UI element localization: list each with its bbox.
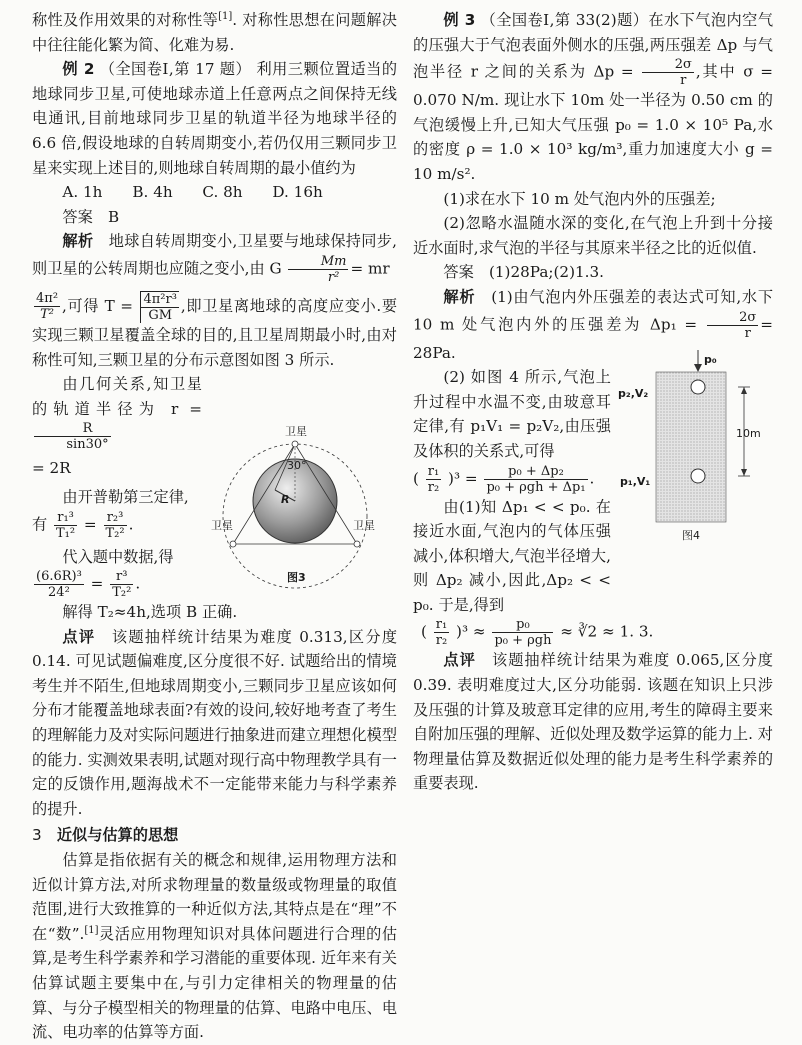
fig4-label-p0: p₀: [704, 353, 717, 366]
figure-3: [205, 418, 385, 608]
fig4-label-p1v1: p₁,V₁: [620, 475, 651, 488]
estimation-paragraph: 估算是指依据有关的概念和规律,运用物理方法和近似计算方法,对所求物理量的数量级或物理量的取值范围,进行大致推算的一种近似方法,其特点是在“理”不在“数”.[1]灵活应用物理知识对具体问题进行合理的估算,是考生科学素养和学习潜能的重要体现. 近年来有关估算试题主要集中在,与引力定律相关的物理量的估算、与分子模型相关的物理量的估算、电路中电压、电流、电功率的估算等方面.: [32, 851, 398, 1042]
section-3-heading: 3 近似与估算的思想: [32, 826, 179, 845]
approx-result: ( $\frac{\text{r₁}}{\text{r₂}}$ )³ ≈ $\frac{\text{p₀}}{\text{p₀ + ρgh}}$ ≈ ∛2 ≈ 1. 3.: [421, 617, 654, 649]
solution-3: 解析 (1)由气泡内外压强差的表达式可知,水下 10 m 处气泡内外的压强差为 Δp₁ = $\frac{2\sigma}{r}$ = 28Pa.: [413, 287, 774, 362]
solution-2: 解析 地球自转周期变小,卫星要与地球保持同步,则卫星的公转周期也应随之变小,由 G $\frac{Mm}{\text{r²}}$ = mr: [32, 232, 398, 285]
paragraph-symmetry: 称性及作用效果的对称性等[1]. 对称性思想在问题解决中往往能化繁为简、化难为易.: [32, 10, 397, 54]
example-3: 例 3 （全国卷Ⅰ,第 33(2)题）在水下气泡内空气的压强大于气泡表面外侧水的压强,两压强差 Δp 与气泡半径 r 之间的关系为 Δp = $\frac{2\sigma}{r}$ ,其中 σ = 0.070 N/m. 现让水下 10m 处一半径为 0.50 cm 的气泡缓慢上升,已知大气压强 p₀ = 1.0 × 10⁵ Pa,水的密度 ρ = 1.0 × 10³ kg/m³,重力加速度大小 g = 10 m/s².: [413, 11, 774, 183]
answer-3: 答案 (1)28Pa;(2)1.3.: [443, 263, 604, 282]
example-2: 例 2 （全国卷Ⅰ,第 17 题） 利用三颗位置适当的地球同步卫星,可使地球赤道上任意两点之间保持无线电通讯,目前地球同步卫星的轨道半径为地球半径的 6.6 倍,假设地球的自转周期变小,若仍仅用三颗同步卫星来实现上述目的,则地球自转周期的最小值约为: [32, 60, 398, 177]
geometry-block: 由几何关系,知卫星的轨道半径为 r = $\frac{R}{\sin 30^\circ}$ = 2R 由开普勒第三定律, 有 $\frac{\text{r₁³}}{\text{T₁²}}$ = $\frac{\text{r₂³}}{\text{T₂²}}$ . 代入题中数据,得 $\frac{\text{(6.6R)³}}{\text{24²}}$ = $\frac{\text{r³}}{\text{T₂²}}$ .: [32, 375, 202, 601]
example-2-label: 例 2: [62, 60, 95, 79]
answer-2: 答案 B: [62, 207, 120, 226]
fig3-label-left: 卫星: [211, 519, 233, 532]
fig3-label-right: 卫星: [353, 519, 375, 532]
solution-2-cont: $\frac{\text{4π²}}{\text{T²}}$ ,可得 T = $\frac{\text{4π²r³}}{GM}$ ,即卫星离地球的高度应变小.要实现三颗卫星覆盖全球的目的,且卫星周期最小时,由对称性可知,三颗卫星的分布示意图如图 3 所示.: [32, 291, 398, 369]
figure-4: [618, 342, 768, 542]
solution-3-part2: (2) 如图 4 所示,气泡上升过程中水温不变,由玻意耳定律,有 p₁V₁ = p₂V₂,由压强及体积的关系式,可得 ( $\frac{\text{r₁}}{\text{r₂}}$ )³ = $\frac{\text{p₀ + Δp₂}}{\text{p₀ + ρgh + Δp₁}}$ . 由(1)知 Δp₁ < < p₀. 在接近水面,气泡内的气体压强减小,体积增大,气泡半径增大,则 Δp₂ 减小,因此,Δp₂ < < p₀. 于是,得到: [413, 368, 611, 614]
comment-3: 点评 该题抽样统计结果为难度 0.065,区分度 0.39. 表明难度过大,区分功能弱. 该题在知识上只涉及压强的计算及玻意耳定律的应用,考生的障碍主要来自附加压强的理解、近似处理及数学运算的能力上. 对物理量估算及数据近似处理的能力是考生科学素养的重要表现.: [413, 651, 773, 793]
options: A. 1h B. 4h C. 8h D. 16h: [62, 183, 323, 202]
fig3-caption: 图3: [287, 571, 306, 584]
fig4-label-p2v2: p₂,V₂: [618, 387, 649, 400]
question-1: (1)求在水下 10 m 处气泡内外的压强差;: [443, 189, 716, 208]
fig4-caption: 图4: [682, 529, 700, 542]
fig3-label-R: R: [281, 493, 290, 506]
question-2: (2)忽略水温随水深的变化,在气泡上升到十分接近水面时,求气泡的半径与其原来半径之比的近似值.: [413, 214, 773, 257]
fig3-label-top: 卫星: [285, 425, 307, 438]
comment-2: 点评 该题抽样统计结果为难度 0.313,区分度 0.14. 可见试题偏难度,区分度很不好. 试题给出的情境考生并不陌生,但地球周期变小,三颗同步卫星应该如何分布才能覆盖地球表面?有效的设问,较好地考查了考生的理解能力及对实际问题进行抽象进而建立理想化模型的能力. 实测效果表明,试题对现行高中物理教学具有一定的反馈作用,题海战术不一定能带来能力与科学素养的提升.: [32, 627, 398, 818]
fig4-label-depth: 10m: [736, 427, 761, 440]
fig3-label-angle: 30°: [287, 459, 307, 472]
solve-line: 解得 T₂≈4h,选项 B 正确.: [62, 603, 238, 622]
